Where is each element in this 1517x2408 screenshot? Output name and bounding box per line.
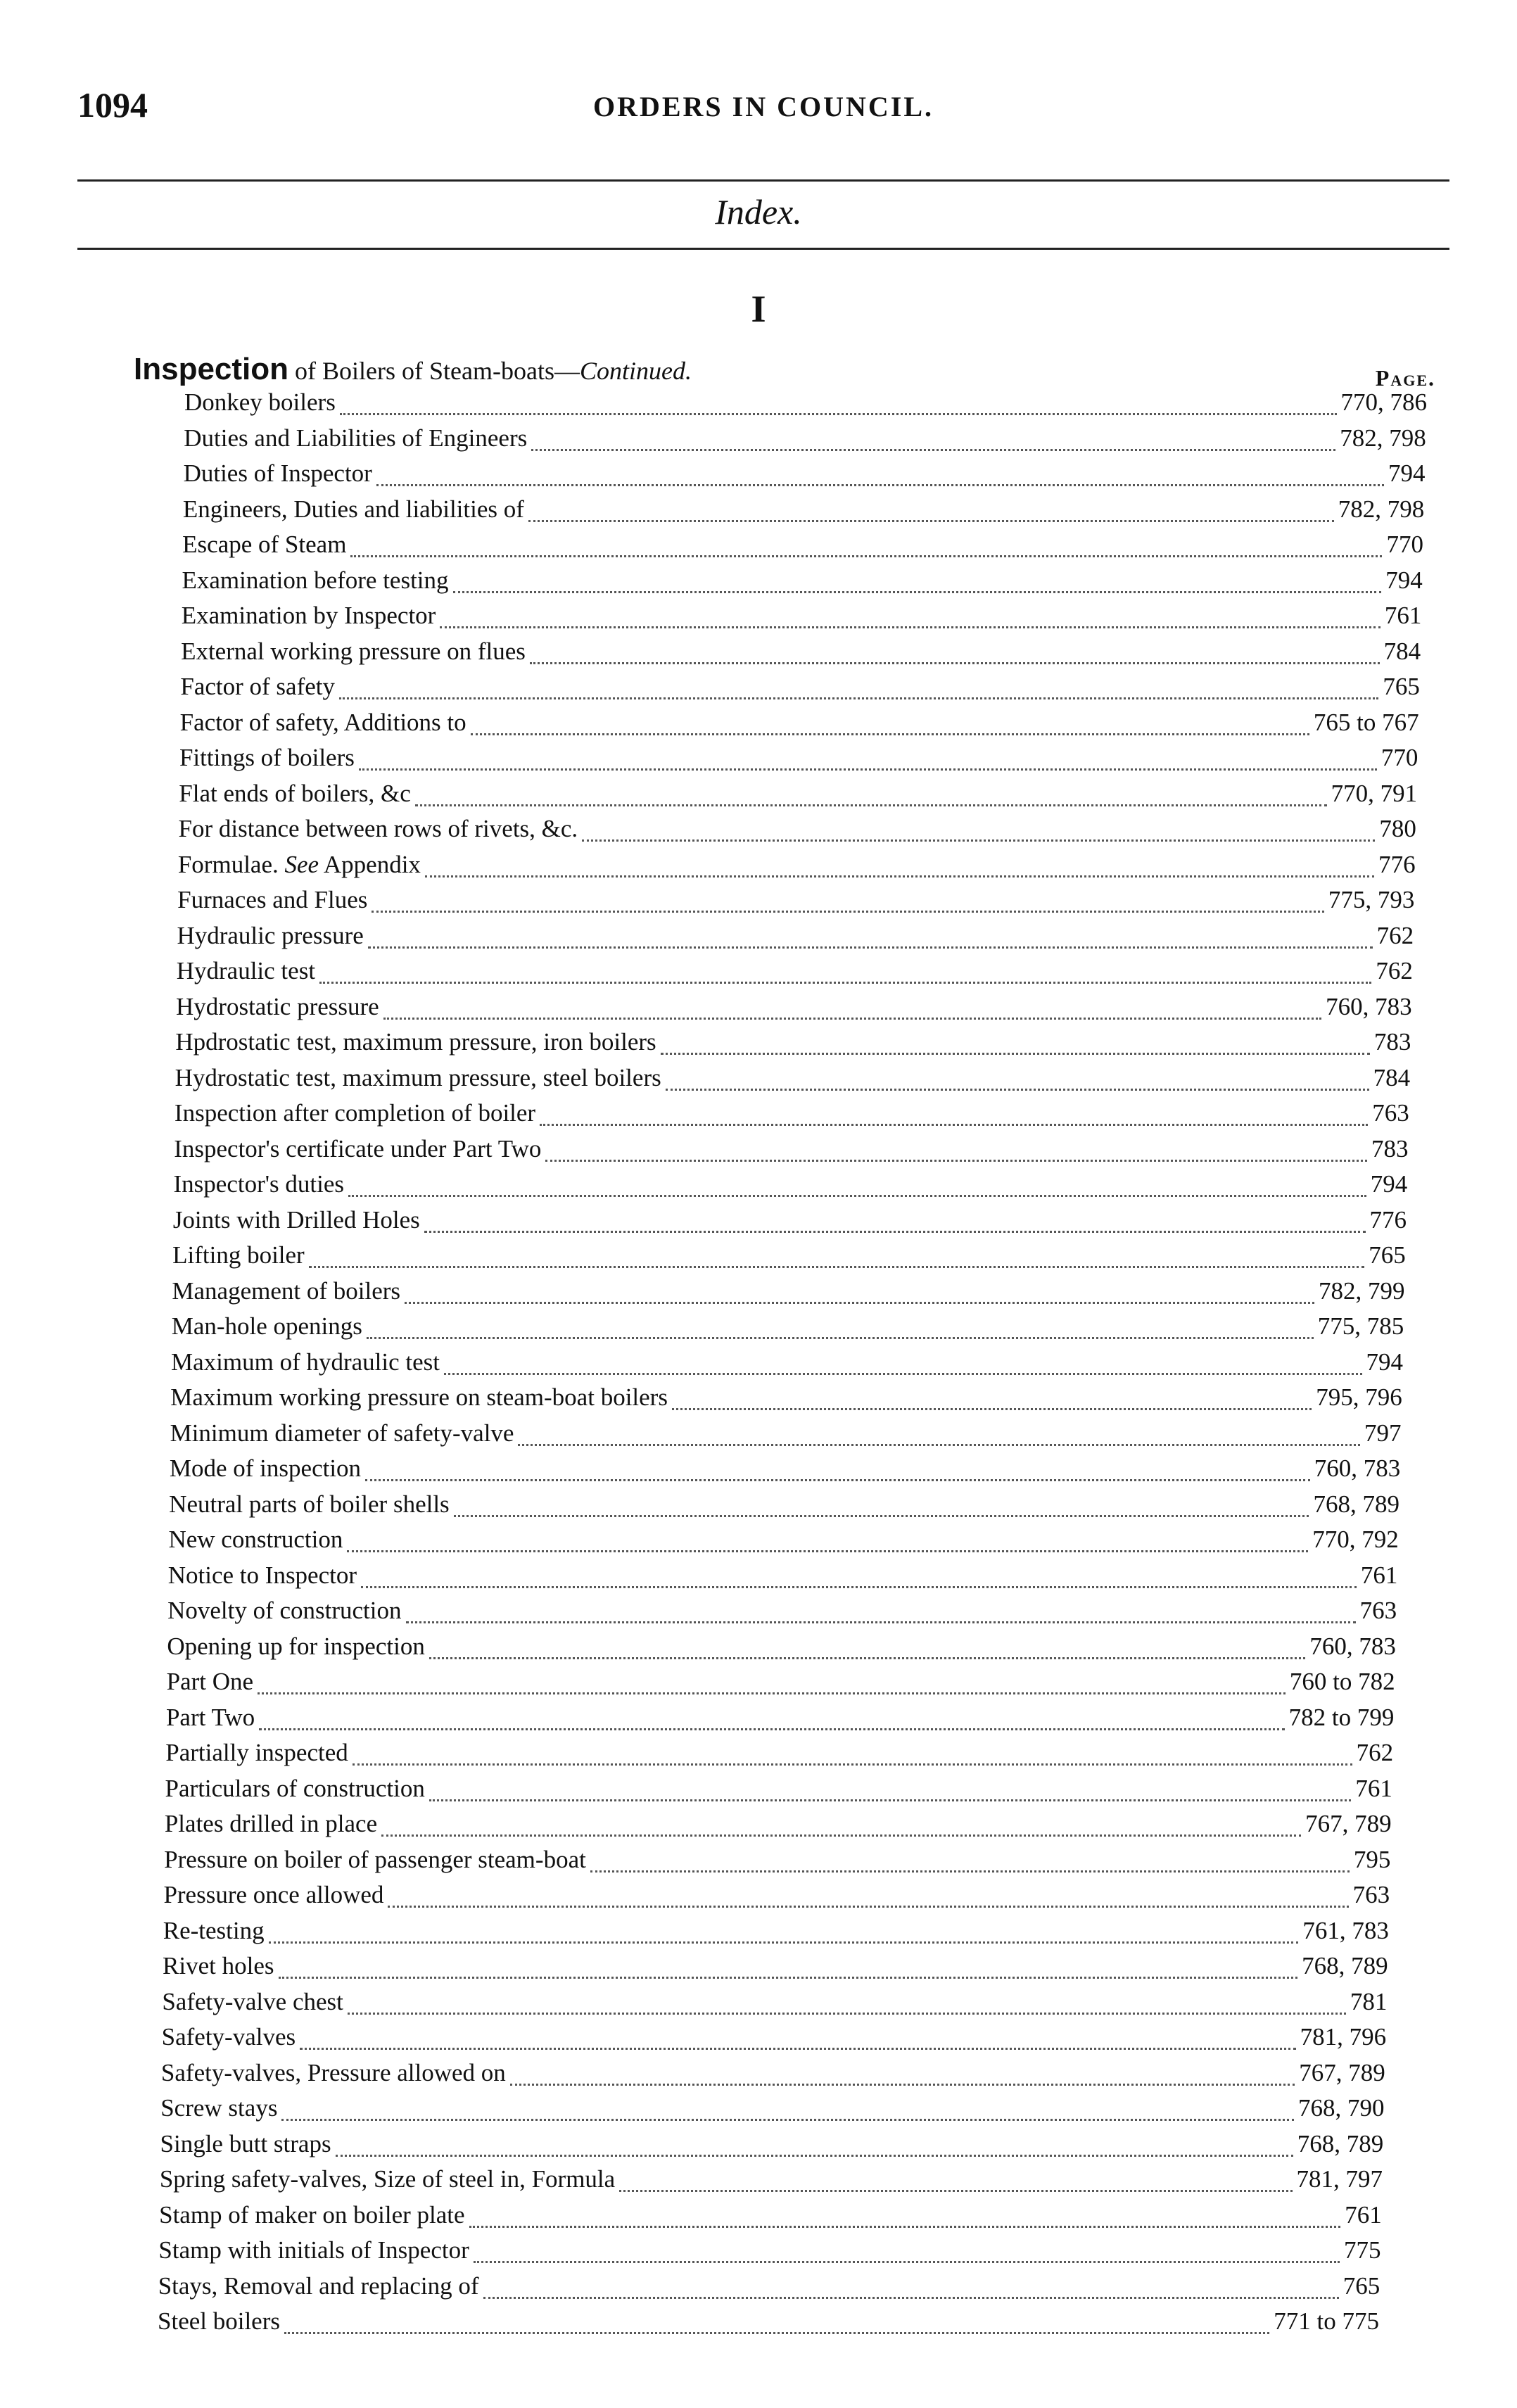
entry-term-text: Hpdrostatic test, maximum pressure, iron boilers xyxy=(175,1028,656,1056)
entry-term xyxy=(172,1241,305,1269)
entry-term-text: Hydrostatic test, maximum pressure, steel boilers xyxy=(174,1063,661,1091)
entry-term-text: Neutral parts of boiler shells xyxy=(169,1490,450,1518)
dot-leader xyxy=(510,2084,1295,2086)
index-entry xyxy=(170,1383,1402,1419)
index-entry xyxy=(182,566,1422,602)
entry-term xyxy=(168,1526,343,1554)
index-entry xyxy=(167,1668,1395,1703)
entry-page-ref: 761 xyxy=(1345,2200,1382,2229)
entry-term-text: Minimum diameter of safety-valve xyxy=(170,1419,514,1447)
entry-term-text: Joints with Drilled Holes xyxy=(172,1205,420,1234)
dot-leader xyxy=(319,982,1371,984)
index-entry xyxy=(163,1881,1390,1916)
entry-term xyxy=(175,1028,656,1056)
entry-term-text: Steel boilers xyxy=(158,2307,280,2335)
index-entry xyxy=(160,2094,1384,2129)
dot-leader xyxy=(350,555,1382,557)
entry-term xyxy=(163,1881,383,1909)
entry-term xyxy=(172,1277,400,1305)
entry-term-text: Duties of Inspector xyxy=(183,460,372,487)
index-entry xyxy=(163,1952,1388,1987)
section-title: Index. xyxy=(715,192,802,232)
entry-term-text: Hydrostatic pressure xyxy=(176,992,379,1020)
entry-page-ref: 782, 798 xyxy=(1340,424,1426,452)
top-rule xyxy=(77,179,1449,182)
entry-page-ref: 765 xyxy=(1383,673,1420,700)
entry-term xyxy=(168,1561,357,1590)
running-title: ORDERS IN COUNCIL. xyxy=(592,91,934,122)
entry-term xyxy=(170,1455,361,1483)
entry-term-text: Maximum of hydraulic test xyxy=(171,1348,440,1376)
entry-term-text: Part Two xyxy=(165,1703,255,1731)
entry-term-text: Lifting boiler xyxy=(172,1241,305,1269)
entry-term-text: Part One xyxy=(166,1668,254,1695)
entry-page-ref: 761 xyxy=(1384,602,1422,629)
dot-leader xyxy=(279,1977,1298,1979)
dot-leader xyxy=(259,1728,1284,1730)
heading-rest: of Boilers of Steam-boats— xyxy=(288,357,580,385)
entry-term-text: Particulars of construction xyxy=(165,1774,425,1802)
running-head xyxy=(77,84,1449,134)
entry-term-text: Mode of inspection xyxy=(169,1455,362,1482)
entry-term xyxy=(177,886,367,914)
dot-leader xyxy=(383,1018,1321,1020)
index-heading xyxy=(134,345,1435,391)
dot-leader xyxy=(528,520,1334,522)
entry-page-ref: 760, 783 xyxy=(1309,1632,1396,1660)
entry-term-text: Single butt straps xyxy=(160,2129,331,2157)
entry-term xyxy=(163,1917,265,1945)
dot-leader xyxy=(376,484,1384,486)
entry-term xyxy=(182,602,436,630)
entry-term-text: Donkey boilers xyxy=(184,388,336,416)
dot-leader xyxy=(429,1799,1351,1801)
entry-page-ref: 795, 796 xyxy=(1316,1383,1402,1411)
entry-term-text: Screw stays xyxy=(160,2094,278,2122)
index-entry xyxy=(168,1526,1398,1561)
index-entry xyxy=(183,495,1424,531)
entry-page-ref: 768, 790 xyxy=(1298,2094,1385,2122)
entry-term xyxy=(181,638,526,666)
entry-term xyxy=(165,1810,377,1838)
index-entry xyxy=(167,1597,1397,1632)
entry-term xyxy=(167,1668,253,1696)
entry-term xyxy=(167,1633,424,1661)
entry-term xyxy=(177,922,363,950)
entry-page-ref: 765 to 767 xyxy=(1313,708,1419,736)
index-entry xyxy=(172,1277,1404,1312)
index-entry xyxy=(159,2201,1382,2236)
entry-page-ref: 763 xyxy=(1372,1099,1409,1127)
dot-leader xyxy=(453,591,1382,593)
dot-leader xyxy=(406,1621,1356,1623)
index-entry xyxy=(174,1099,1409,1134)
index-entry xyxy=(158,2236,1380,2271)
heading-text xyxy=(134,352,692,387)
entry-page-ref: 775, 793 xyxy=(1328,886,1415,913)
entry-page-ref: 770 xyxy=(1380,744,1418,771)
index-entry xyxy=(164,1846,1390,1881)
entry-term xyxy=(166,1704,255,1732)
index-entry xyxy=(160,2165,1383,2200)
index-entry xyxy=(172,1312,1404,1348)
index-entry xyxy=(172,1241,1406,1276)
index-entry xyxy=(165,1739,1393,1774)
entry-page-ref: 765 xyxy=(1369,1241,1406,1269)
entry-term xyxy=(170,1419,514,1447)
entry-term-text: Examination before testing xyxy=(182,566,449,594)
index-entry xyxy=(162,2023,1386,2058)
index-entry xyxy=(176,993,1412,1028)
entry-page-ref: 768, 789 xyxy=(1313,1490,1399,1518)
entry-term-after: Appendix xyxy=(319,850,421,878)
index-entry xyxy=(175,1028,1411,1063)
entry-term-text: Engineers, Duties and liabilities of xyxy=(182,495,524,523)
entry-page-ref: 762 xyxy=(1376,957,1413,984)
entry-page-ref: 794 xyxy=(1366,1348,1403,1376)
dot-leader xyxy=(258,1692,1286,1694)
index-entry xyxy=(179,780,1417,815)
entry-page-ref: 765 xyxy=(1343,2271,1380,2300)
dot-leader xyxy=(368,946,1373,949)
dot-leader xyxy=(666,1089,1369,1091)
index-entry xyxy=(170,1455,1400,1490)
entry-term-text: Inspector's duties xyxy=(173,1170,345,1198)
index-entry xyxy=(177,922,1414,957)
index-entry xyxy=(160,2130,1384,2165)
entry-term xyxy=(171,1348,440,1376)
entry-term-text: Pressure on boiler of passenger steam-boat xyxy=(164,1845,586,1873)
entry-term-text: Duties and Liabilities of Engineers xyxy=(184,424,528,452)
dot-leader xyxy=(483,2297,1339,2299)
entry-term xyxy=(161,2059,506,2087)
index-entry xyxy=(173,1206,1407,1241)
entry-term xyxy=(177,957,315,985)
entry-term xyxy=(184,388,336,417)
entry-term xyxy=(170,1383,668,1412)
entry-term xyxy=(180,673,335,701)
index-entry xyxy=(181,638,1421,673)
index-entry xyxy=(177,886,1414,921)
dot-leader xyxy=(348,1195,1366,1197)
index-entry xyxy=(162,1988,1387,2023)
entry-term xyxy=(184,460,372,488)
entry-term-text: Stamp with initials of Inspector xyxy=(158,2236,469,2264)
index-entry xyxy=(171,1348,1403,1383)
entry-term-text: Safety-valve chest xyxy=(162,1987,343,2015)
dot-leader xyxy=(545,1160,1367,1162)
entry-page-ref: 761 xyxy=(1360,1561,1398,1589)
entry-term xyxy=(162,1988,343,2016)
entry-term xyxy=(179,815,578,843)
dot-leader xyxy=(672,1408,1312,1410)
entry-term xyxy=(174,1135,541,1163)
entry-term-text: Hydraulic test xyxy=(176,957,316,984)
entry-term xyxy=(182,531,346,559)
dot-leader xyxy=(440,626,1380,628)
entry-term xyxy=(173,1206,420,1234)
dot-leader xyxy=(531,449,1335,451)
index-entry xyxy=(165,1775,1392,1810)
index-entry xyxy=(169,1490,1399,1526)
entry-term-text: External working pressure on flues xyxy=(181,637,526,665)
entry-page-ref: 760 to 782 xyxy=(1289,1668,1395,1695)
entry-page-ref: 770, 786 xyxy=(1340,388,1427,416)
dot-leader xyxy=(361,1586,1357,1588)
dot-leader xyxy=(340,413,1337,415)
dot-leader xyxy=(388,1906,1348,1908)
entry-page-ref: 770, 791 xyxy=(1331,779,1418,807)
index-entry xyxy=(161,2059,1385,2094)
index-entry xyxy=(180,673,1420,708)
entry-term xyxy=(169,1490,450,1519)
dot-leader xyxy=(269,1941,1299,1944)
entry-term-text: For distance between rows of rivets, &c. xyxy=(178,815,578,842)
entry-page-ref: 761 xyxy=(1355,1774,1392,1802)
entry-term-text: Pressure once allowed xyxy=(163,1881,384,1908)
bottom-rule xyxy=(77,248,1449,250)
entry-page-ref: 770, 792 xyxy=(1312,1526,1399,1553)
dot-leader xyxy=(353,1763,1352,1766)
entry-term-text: Rivet holes xyxy=(163,1952,274,1979)
dot-leader xyxy=(590,1870,1350,1872)
index-entry xyxy=(184,424,1426,460)
entry-page-ref: 768, 789 xyxy=(1297,2129,1384,2157)
entry-term-text: Management of boilers xyxy=(172,1276,401,1305)
entry-term xyxy=(175,1064,661,1092)
index-entry xyxy=(178,851,1416,886)
index-entry xyxy=(180,709,1419,744)
entry-term xyxy=(158,2236,469,2264)
entry-page-ref: 783 xyxy=(1371,1134,1409,1162)
dot-leader xyxy=(518,1444,1360,1446)
index-entry xyxy=(177,957,1413,992)
entry-page-ref: 775, 785 xyxy=(1317,1312,1404,1340)
entry-term xyxy=(164,1846,586,1874)
dot-leader xyxy=(474,2261,1340,2263)
dot-leader xyxy=(582,839,1375,842)
entry-page-ref: 795 xyxy=(1353,1845,1391,1873)
dot-leader xyxy=(530,662,1380,664)
entry-page-ref: 794 xyxy=(1370,1170,1408,1198)
entry-term xyxy=(163,1952,274,1980)
entry-term-text: Fittings of boilers xyxy=(179,744,355,771)
entry-page-ref: 781 xyxy=(1350,1987,1388,2015)
entry-term-text: Examination by Inspector xyxy=(181,602,436,629)
entry-page-ref: 784 xyxy=(1383,637,1421,665)
entry-page-ref: 775 xyxy=(1344,2236,1381,2264)
dot-leader xyxy=(469,2226,1341,2228)
entry-term-text: Formulae. xyxy=(177,850,285,878)
dot-leader xyxy=(367,1337,1314,1339)
dot-leader xyxy=(424,1231,1366,1233)
index-letter: I xyxy=(751,288,766,330)
dot-leader xyxy=(381,1834,1301,1837)
entry-term-text: Furnaces and Flues xyxy=(177,886,368,913)
page-number: 1094 xyxy=(77,85,148,125)
entry-term xyxy=(178,851,421,879)
index-entry xyxy=(168,1561,1398,1597)
entry-term xyxy=(160,2130,331,2158)
dot-leader xyxy=(347,1550,1308,1552)
entry-page-ref: 761, 783 xyxy=(1302,1916,1389,1944)
entry-term-text: Inspector's certificate under Part Two xyxy=(174,1134,542,1162)
dot-leader xyxy=(405,1302,1314,1304)
dot-leader xyxy=(300,2048,1295,2050)
index-entry xyxy=(166,1704,1394,1739)
entry-page-ref: 771 to 775 xyxy=(1274,2307,1379,2335)
dot-leader xyxy=(359,768,1377,771)
entry-term-text: Hydraulic pressure xyxy=(177,921,364,949)
entry-term xyxy=(182,566,448,595)
dot-leader xyxy=(661,1053,1370,1055)
entry-page-ref: 782, 799 xyxy=(1319,1276,1405,1305)
entry-term xyxy=(158,2272,479,2300)
entry-term-text: Safety-valves, Pressure allowed on xyxy=(160,2058,506,2086)
entry-term xyxy=(184,424,527,452)
dot-leader xyxy=(281,2119,1294,2121)
dot-leader xyxy=(309,1266,1365,1268)
entry-page-ref: 760, 783 xyxy=(1326,992,1412,1020)
entry-page-ref: 760, 783 xyxy=(1314,1455,1401,1482)
entry-page-ref: 767, 789 xyxy=(1299,2058,1385,2086)
entry-page-ref: 784 xyxy=(1373,1063,1411,1091)
entry-page-ref: 782, 798 xyxy=(1338,495,1425,523)
entry-term-text: Novelty of construction xyxy=(167,1597,402,1624)
entry-term-text: Re-testing xyxy=(163,1916,265,1944)
entry-term xyxy=(160,2165,615,2193)
entry-term xyxy=(183,495,524,524)
entry-page-ref: 762 xyxy=(1376,921,1414,949)
dot-leader xyxy=(284,2332,1269,2334)
entry-page-ref: 763 xyxy=(1359,1597,1397,1624)
entry-page-ref: 762 xyxy=(1356,1739,1394,1766)
entry-term xyxy=(165,1739,348,1767)
entry-page-ref: 768, 789 xyxy=(1302,1952,1388,1979)
index-entry xyxy=(182,602,1422,637)
entry-page-ref: 763 xyxy=(1352,1881,1390,1908)
entry-page-ref: 794 xyxy=(1385,566,1423,594)
entry-term xyxy=(165,1775,425,1803)
entry-term xyxy=(158,2307,280,2336)
entry-term-text: Partially inspected xyxy=(165,1739,348,1766)
dot-leader xyxy=(471,733,1309,735)
dot-leader xyxy=(444,1373,1362,1375)
index-entry xyxy=(158,2307,1379,2343)
entry-term-text: Maximum working pressure on steam-boat boilers xyxy=(170,1383,668,1411)
index-entry xyxy=(165,1810,1392,1845)
dot-leader xyxy=(619,2190,1292,2192)
entry-term-text: Notice to Inspector xyxy=(167,1561,357,1589)
entry-page-ref: 770 xyxy=(1386,531,1423,558)
entry-term-text: Plates drilled in place xyxy=(164,1810,378,1837)
entry-term-text: Escape of Steam xyxy=(182,531,347,558)
entry-term-text: Inspection after completion of boiler xyxy=(174,1099,536,1127)
index-entry xyxy=(179,744,1418,779)
entry-page-ref: 782 to 799 xyxy=(1288,1703,1395,1731)
dot-leader xyxy=(415,804,1327,806)
index-entry xyxy=(170,1419,1402,1455)
dot-leader xyxy=(365,1479,1310,1481)
entry-term xyxy=(172,1312,362,1341)
entry-term-text: Stays, Removal and replacing of xyxy=(158,2271,479,2300)
index-entry xyxy=(167,1633,1396,1668)
entry-term-text: Safety-valves xyxy=(161,2023,296,2051)
heading-continued: Continued. xyxy=(579,357,692,385)
dot-leader xyxy=(339,697,1378,699)
index-entry xyxy=(174,1135,1408,1170)
index-entry xyxy=(182,531,1423,566)
index-entry xyxy=(179,815,1416,850)
index-entry xyxy=(184,460,1426,495)
entry-term-text: Stamp of maker on boiler plate xyxy=(159,2200,465,2229)
entry-term xyxy=(159,2201,464,2229)
entry-page-ref: 781, 797 xyxy=(1296,2165,1383,2193)
entry-term xyxy=(179,780,411,808)
entry-term xyxy=(176,993,379,1021)
dot-leader xyxy=(348,2013,1346,2015)
entry-term xyxy=(174,1170,345,1198)
dot-leader xyxy=(454,1515,1309,1517)
entry-page-ref: 776 xyxy=(1378,850,1416,878)
entry-term-text: Man-hole openings xyxy=(171,1312,362,1340)
entry-page-ref: 781, 796 xyxy=(1300,2023,1387,2051)
index-entry xyxy=(163,1917,1389,1952)
index-entry xyxy=(158,2272,1380,2307)
index-entry xyxy=(174,1170,1408,1205)
entry-page-ref: 783 xyxy=(1373,1028,1411,1056)
dot-leader xyxy=(336,2155,1293,2157)
page-column-label: Page. xyxy=(1375,365,1435,391)
heading-keyword: Inspection xyxy=(134,352,289,386)
entry-term-text: Opening up for inspection xyxy=(167,1632,425,1660)
entry-term-text: Flat ends of boilers, &c xyxy=(179,779,411,807)
entry-term-text: Spring safety-valves, Size of steel in, Formula xyxy=(159,2165,616,2193)
entry-page-ref: 767, 789 xyxy=(1305,1810,1392,1837)
entry-page-ref: 794 xyxy=(1388,460,1426,487)
dot-leader xyxy=(425,875,1374,877)
entry-term-italic: See xyxy=(284,850,319,878)
entry-term xyxy=(162,2023,296,2051)
index-entry xyxy=(184,388,1427,424)
entry-term-text: Factor of safety, Additions to xyxy=(179,708,466,736)
entry-term xyxy=(167,1597,401,1625)
entry-term xyxy=(179,744,355,772)
entry-term-text: New construction xyxy=(168,1526,343,1553)
entry-term xyxy=(174,1099,535,1127)
index-entry xyxy=(175,1064,1410,1099)
dot-leader xyxy=(540,1124,1368,1126)
dot-leader xyxy=(429,1657,1306,1659)
entry-term xyxy=(160,2094,277,2122)
entry-page-ref: 776 xyxy=(1369,1205,1407,1234)
entry-term xyxy=(180,709,466,737)
entry-term-text: Factor of safety xyxy=(180,673,335,700)
dot-leader xyxy=(372,911,1324,913)
entry-page-ref: 797 xyxy=(1364,1419,1402,1447)
entry-page-ref: 780 xyxy=(1379,815,1416,842)
